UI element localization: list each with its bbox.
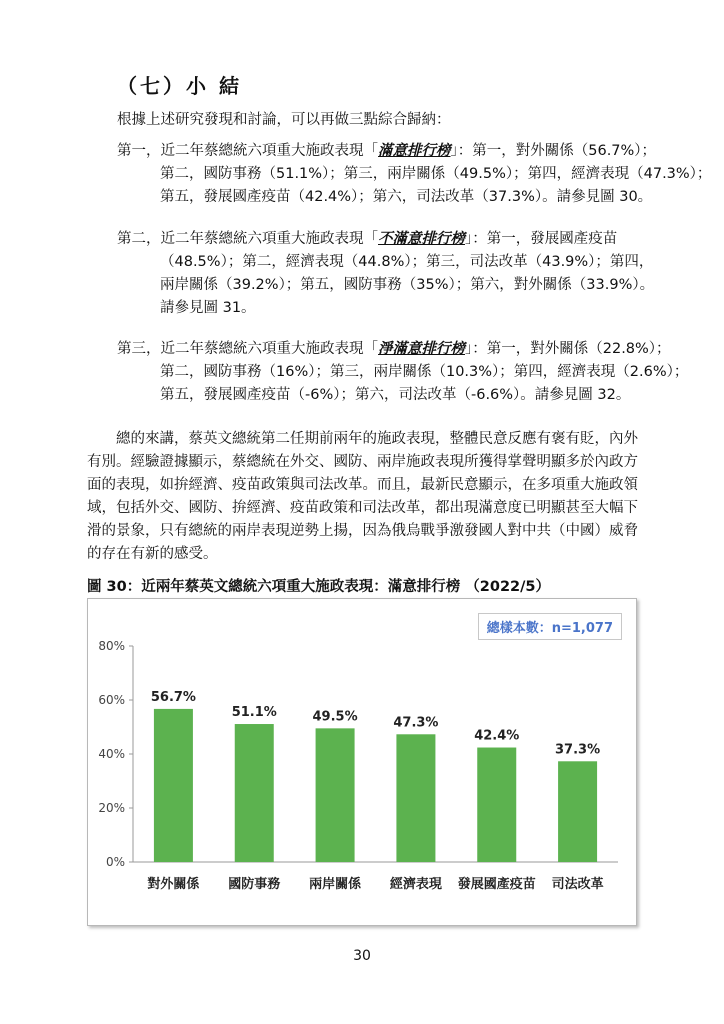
y-tick-label: 60% (98, 693, 125, 707)
point-second-suffix: 」：第一，發展國產疫苗 (465, 231, 618, 247)
x-tick-label: 司法改革 (551, 877, 604, 892)
y-tick-label: 20% (98, 801, 125, 815)
bar (154, 709, 193, 862)
point-first-line-1 (117, 140, 657, 163)
point-second-line-1 (117, 228, 657, 251)
sample-size-badge: 總樣本數：n=1,077 (478, 613, 622, 640)
data-label: 47.3% (393, 715, 439, 731)
bar (316, 728, 355, 862)
section-heading: （七）小 結 (117, 74, 242, 98)
bar (396, 734, 435, 862)
bar (235, 724, 274, 862)
point-first-suffix: 」：第一，對外關係（56.7%）； (450, 143, 657, 159)
point-second-line-3: 兩岸關係（39.2%）；第五，國防事務（35%）；第六，對外關係（33.9%）。 (160, 277, 655, 293)
point-second-prefix: 第二，近二年蔡總統六項重大施政表現「 (117, 231, 378, 247)
point-first-line-3: 第五，發展國產疫苗（42.4%）；第六，司法改革（37.3%）。請參見圖 30。 (160, 189, 653, 205)
point-third-line-3: 第五，發展國產疫苗（-6%）；第六，司法改革（-6.6%）。請參見圖 32。 (160, 387, 631, 403)
figure-caption: 圖 30：近兩年蔡英文總統六項重大施政表現：滿意排行榜 （2022/5） (87, 579, 551, 595)
point-third-keyword: 淨滿意排行榜 (378, 341, 465, 357)
point-first-keyword: 滿意排行榜 (378, 143, 451, 159)
x-tick-label: 國防事務 (228, 877, 281, 892)
point-first (117, 140, 712, 209)
summary-line: 滑的景象，只有總統的兩岸表現逆勢上揚，因為俄烏戰爭激發國人對中共（中國）威脅 (87, 523, 638, 539)
x-tick-label: 發展國產疫苗 (457, 877, 536, 892)
point-second (117, 228, 657, 320)
intro-text: 根據上述研究發現和討論，可以再做三點綜合歸納： (117, 112, 451, 128)
point-third-line-1 (117, 338, 671, 361)
chart-canvas (88, 599, 636, 925)
y-tick-label: 0% (105, 855, 125, 869)
x-tick-label: 兩岸關係 (309, 877, 362, 892)
point-second-line-2: （48.5%）；第二，經濟表現（44.8%）；第三，司法改革（43.9%）；第四， (160, 254, 654, 270)
point-first-line-2: 第二，國防事務（51.1%）；第三，兩岸關係（49.5%）；第四，經濟表現（47.3%）； (160, 166, 712, 182)
summary-line: 域，包括外交、國防、拚經濟、疫苗政策和司法改革，都出現滿意度已明顯甚至大幅下 (87, 500, 638, 516)
y-tick-label: 40% (98, 747, 125, 761)
point-third (117, 338, 689, 407)
summary-line: 有別。經驗證據顯示，蔡總統在外交、國防、兩岸施政表現所獲得掌聲明顯多於內政方 (87, 454, 638, 470)
summary-line: 面的表現，如拚經濟、疫苗政策與司法改革。而且，最新民意顯示，在多項重大施政領 (87, 477, 638, 493)
data-label: 51.1% (231, 705, 277, 721)
summary-line: 總的來講，蔡英文總統第二任期前兩年的施政表現，整體民意反應有褒有貶，內外 (116, 431, 638, 447)
point-second-keyword: 不滿意排行榜 (378, 231, 465, 247)
bar (558, 761, 597, 862)
point-second-line-4: 請參見圖 31。 (160, 300, 256, 316)
data-label: 49.5% (312, 709, 358, 725)
x-tick-label: 對外關係 (147, 877, 200, 892)
bar-chart (87, 598, 637, 926)
point-third-suffix: 」：第一，對外關係（22.8%）； (465, 341, 671, 357)
point-third-line-2: 第二，國防事務（16%）；第三，兩岸關係（10.3%）；第四，經濟表現（2.6%）； (160, 364, 689, 380)
x-tick-label: 經濟表現 (389, 877, 442, 892)
point-first-prefix: 第一，近二年蔡總統六項重大施政表現「 (117, 143, 378, 159)
data-label: 56.7% (150, 689, 196, 705)
y-tick-label: 80% (98, 639, 125, 653)
page-number: 30 (353, 948, 371, 964)
data-label: 42.4% (474, 728, 520, 744)
summary-paragraph (87, 428, 642, 566)
data-label: 37.3% (555, 742, 601, 758)
point-third-prefix: 第三，近二年蔡總統六項重大施政表現「 (117, 341, 378, 357)
bar (477, 748, 516, 862)
summary-line: 的存在有新的感受。 (87, 546, 218, 562)
